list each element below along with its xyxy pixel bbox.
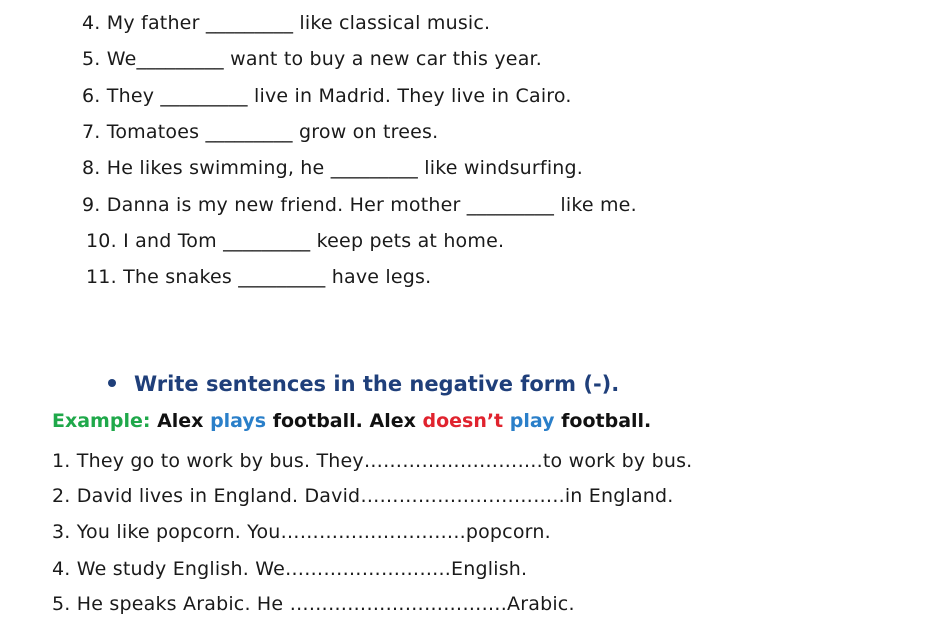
item-text-after: in England. <box>564 485 674 507</box>
item-text-after: have legs. <box>331 266 432 288</box>
answer-blank: _________ <box>205 121 293 143</box>
answer-blank: _________ <box>205 12 294 34</box>
section-heading-text: Write sentences in the negative form (-). <box>134 372 620 396</box>
answer-blank: _________ <box>160 85 248 107</box>
example-word: football. <box>272 410 363 432</box>
item-text-after: like me. <box>560 194 637 216</box>
example-word-highlight: play <box>509 410 555 432</box>
item-text-before: The snakes <box>123 266 232 288</box>
example-word: Alex <box>157 410 204 432</box>
example-word: Alex <box>369 410 416 432</box>
answer-blank: _________ <box>330 157 418 179</box>
bullet-icon <box>108 379 116 387</box>
item-number: 5. <box>82 48 101 70</box>
item-number: 4. <box>82 12 101 34</box>
exercise-item <box>82 194 637 216</box>
item-text-after: to work by bus. <box>542 450 693 472</box>
item-text-before: I and Tom <box>123 230 217 252</box>
item-text-before: He likes swimming, he <box>106 157 325 179</box>
item-text-before: My father <box>106 12 200 34</box>
answer-blank: _________ <box>238 266 326 288</box>
exercise-item <box>82 121 438 143</box>
item-number: 7. <box>82 121 101 143</box>
section-heading <box>108 372 619 396</box>
exercise-item <box>52 450 692 472</box>
answer-blank: _________ <box>136 48 224 70</box>
item-number: 11. <box>86 266 117 288</box>
answer-dots: ……………………….. <box>280 521 466 543</box>
item-text-after: grow on trees. <box>299 121 439 143</box>
exercise-item <box>86 266 431 288</box>
exercise-item <box>82 85 572 107</box>
item-text-before: 4. We study English. We <box>52 558 285 580</box>
example-line <box>52 410 651 432</box>
exercise-item <box>52 558 527 580</box>
example-word: football. <box>561 410 652 432</box>
item-text-before: 3. You like popcorn. You <box>52 521 281 543</box>
item-text-before: They <box>106 85 155 107</box>
exercise-item <box>82 157 583 179</box>
item-number: 8. <box>82 157 101 179</box>
answer-dots: ……………………………. <box>289 593 508 615</box>
exercise-item <box>86 230 504 252</box>
exercise-item <box>82 48 542 70</box>
item-text-after: like classical music. <box>299 12 491 34</box>
item-text-before: 5. He speaks Arabic. He <box>52 593 284 615</box>
item-text-before: Danna is my new friend. Her mother <box>106 194 461 216</box>
exercise-item <box>82 12 490 34</box>
exercise-item <box>52 521 551 543</box>
exercise-item <box>52 593 575 615</box>
item-text-after: live in Madrid. They live in Cairo. <box>253 85 572 107</box>
item-text-before: We <box>106 48 137 70</box>
answer-blank: _________ <box>223 230 311 252</box>
item-text-before: 1. They go to work by bus. They <box>52 450 364 472</box>
item-text-after: popcorn. <box>465 521 551 543</box>
answer-dots: ………………………. <box>363 450 543 472</box>
answer-blank: _________ <box>466 194 555 216</box>
item-text-before: 2. David lives in England. David <box>52 485 361 507</box>
answer-dots: ………………………….. <box>360 485 565 507</box>
item-text-after: English. <box>451 558 528 580</box>
item-number: 10. <box>86 230 117 252</box>
item-text-after: want to buy a new car this year. <box>230 48 543 70</box>
item-text-before: Tomatoes <box>106 121 200 143</box>
item-number: 9. <box>82 194 101 216</box>
item-text-after: like windsurfing. <box>424 157 584 179</box>
example-word-negative: doesn’t <box>422 410 504 432</box>
item-text-after: keep pets at home. <box>316 230 505 252</box>
example-label: Example: <box>52 410 151 432</box>
answer-dots: …………………….. <box>284 558 452 580</box>
exercise-item <box>52 485 674 507</box>
item-text-after: Arabic. <box>507 593 575 615</box>
item-number: 6. <box>82 85 101 107</box>
example-word-highlight: plays <box>210 410 267 432</box>
